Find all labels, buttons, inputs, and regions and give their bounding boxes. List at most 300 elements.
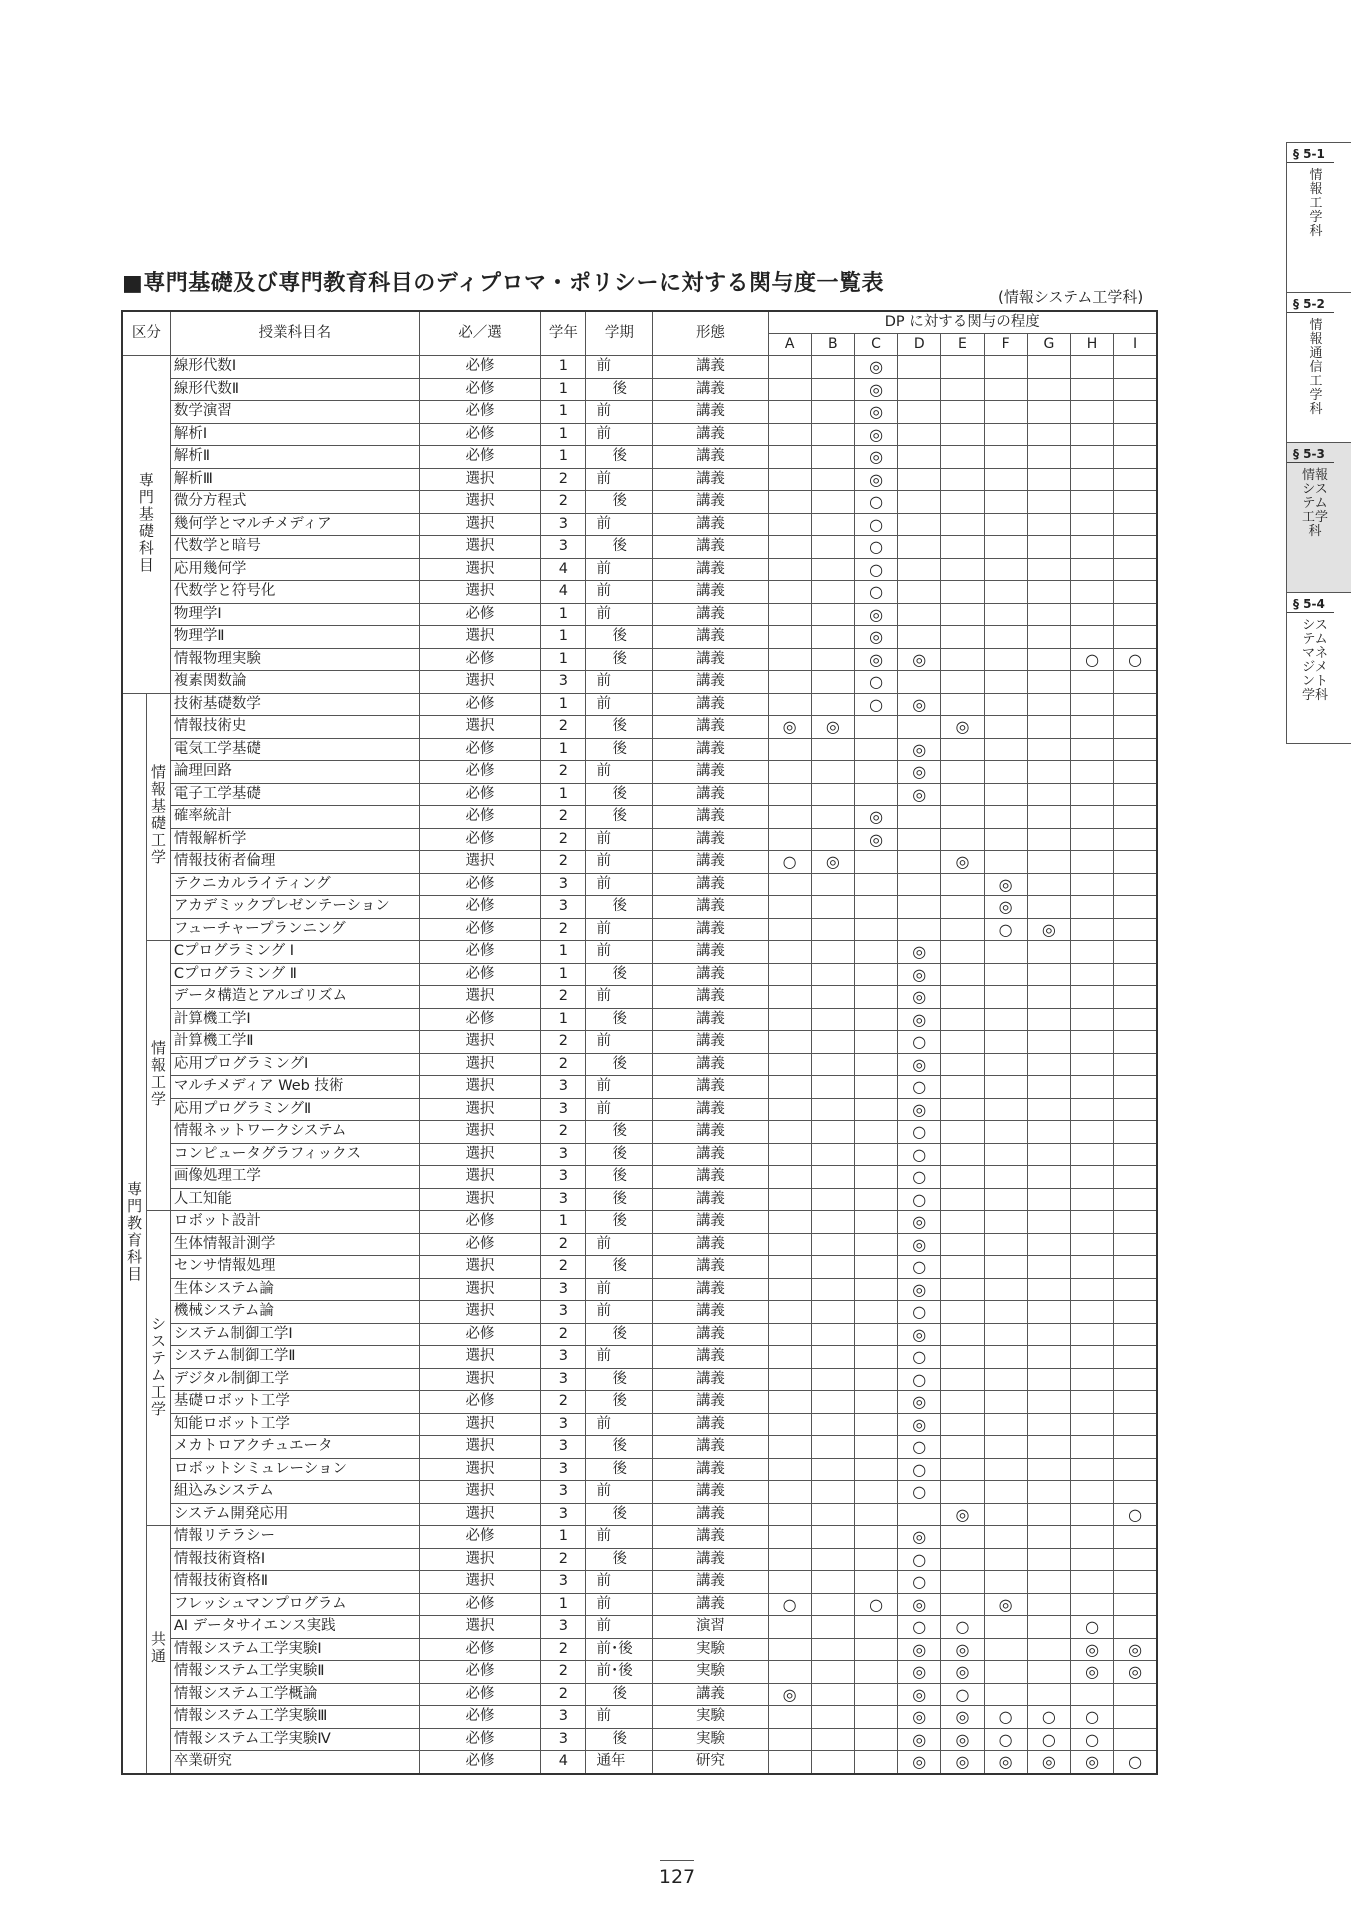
format: 講義 bbox=[653, 828, 768, 851]
dp-cell-d: ○ bbox=[898, 1076, 941, 1099]
dp-cell-i: ○ bbox=[1114, 648, 1157, 671]
dp-cell-a bbox=[768, 513, 811, 536]
dp-cell-f bbox=[984, 513, 1027, 536]
dp-cell-h: ◎ bbox=[1070, 1661, 1113, 1684]
dp-cell-i bbox=[1114, 1278, 1157, 1301]
dp-cell-d: ◎ bbox=[898, 963, 941, 986]
dp-cell-c: ◎ bbox=[854, 401, 897, 424]
subject-name: 計算機工学Ⅰ bbox=[170, 1008, 419, 1031]
dp-cell-g bbox=[1027, 1278, 1070, 1301]
dp-cell-d bbox=[898, 491, 941, 514]
dp-cell-i bbox=[1114, 1683, 1157, 1706]
required-type: 選択 bbox=[419, 1256, 540, 1279]
dp-cell-h bbox=[1070, 378, 1113, 401]
tab-section-5-3[interactable] bbox=[1286, 442, 1351, 594]
dp-cell-e bbox=[941, 1346, 984, 1369]
dp-cell-d: ◎ bbox=[898, 738, 941, 761]
dp-cell-c bbox=[854, 941, 897, 964]
subject-name: 組込みシステム bbox=[170, 1481, 419, 1504]
dp-cell-f bbox=[984, 468, 1027, 491]
dp-cell-e: ◎ bbox=[941, 716, 984, 739]
dp-cell-b bbox=[811, 648, 854, 671]
dp-cell-h bbox=[1070, 536, 1113, 559]
term: 前 bbox=[586, 1593, 653, 1616]
year: 2 bbox=[541, 491, 586, 514]
dp-cell-d bbox=[898, 806, 941, 829]
year: 3 bbox=[541, 513, 586, 536]
dp-cell-c bbox=[854, 783, 897, 806]
dp-cell-e bbox=[941, 1413, 984, 1436]
year: 2 bbox=[541, 986, 586, 1009]
term: 後 bbox=[586, 1188, 653, 1211]
year: 1 bbox=[541, 603, 586, 626]
required-type: 必修 bbox=[419, 873, 540, 896]
dp-cell-g bbox=[1027, 1526, 1070, 1549]
required-type: 選択 bbox=[419, 626, 540, 649]
dp-cell-b bbox=[811, 1436, 854, 1459]
subject-name: 線形代数Ⅰ bbox=[170, 356, 419, 379]
dp-cell-b bbox=[811, 513, 854, 536]
dp-cell-g bbox=[1027, 761, 1070, 784]
year: 2 bbox=[541, 1256, 586, 1279]
subject-name: テクニカルライティング bbox=[170, 873, 419, 896]
format: 講義 bbox=[653, 918, 768, 941]
tab-label: 情報工学科 bbox=[1309, 168, 1323, 239]
dp-cell-g bbox=[1027, 423, 1070, 446]
dp-cell-i bbox=[1114, 558, 1157, 581]
year: 1 bbox=[541, 446, 586, 469]
format: 講義 bbox=[653, 1143, 768, 1166]
tab-section-5-4[interactable] bbox=[1286, 592, 1351, 744]
format: 講義 bbox=[653, 1076, 768, 1099]
format: 講義 bbox=[653, 401, 768, 424]
year: 3 bbox=[541, 1166, 586, 1189]
dp-cell-e bbox=[941, 401, 984, 424]
dp-cell-f: ◎ bbox=[984, 1751, 1027, 1774]
format: 講義 bbox=[653, 1458, 768, 1481]
dp-cell-e bbox=[941, 581, 984, 604]
dp-cell-i: ◎ bbox=[1114, 1661, 1157, 1684]
dp-cell-h bbox=[1070, 1368, 1113, 1391]
subject-name: 生体システム論 bbox=[170, 1278, 419, 1301]
subject-name: 応用幾何学 bbox=[170, 558, 419, 581]
table-row bbox=[122, 1391, 1157, 1414]
dp-cell-b bbox=[811, 1751, 854, 1774]
dp-cell-h bbox=[1070, 356, 1113, 379]
dp-cell-f bbox=[984, 1368, 1027, 1391]
dp-cell-h: ○ bbox=[1070, 648, 1113, 671]
dp-cell-f bbox=[984, 1436, 1027, 1459]
subject-name: 確率統計 bbox=[170, 806, 419, 829]
dp-cell-e bbox=[941, 693, 984, 716]
dp-cell-h: ○ bbox=[1070, 1728, 1113, 1751]
dp-cell-b bbox=[811, 378, 854, 401]
subject-name: 卒業研究 bbox=[170, 1751, 419, 1774]
dp-cell-h bbox=[1070, 491, 1113, 514]
term: 前 bbox=[586, 918, 653, 941]
format: 講義 bbox=[653, 536, 768, 559]
format: 講義 bbox=[653, 603, 768, 626]
subject-name: 情報システム工学実験Ⅳ bbox=[170, 1728, 419, 1751]
year: 2 bbox=[541, 1053, 586, 1076]
dp-cell-a bbox=[768, 581, 811, 604]
required-type: 必修 bbox=[419, 1008, 540, 1031]
dp-cell-c bbox=[854, 1503, 897, 1526]
dp-cell-c bbox=[854, 1751, 897, 1774]
year: 1 bbox=[541, 626, 586, 649]
required-type: 必修 bbox=[419, 761, 540, 784]
subgroup-label-text: 共通 bbox=[151, 1629, 167, 1665]
dp-cell-h bbox=[1070, 1323, 1113, 1346]
dp-cell-h: ○ bbox=[1070, 1616, 1113, 1639]
dp-cell-f bbox=[984, 851, 1027, 874]
dp-cell-b bbox=[811, 446, 854, 469]
dp-cell-h bbox=[1070, 693, 1113, 716]
term: 後 bbox=[586, 1053, 653, 1076]
dp-cell-f bbox=[984, 693, 1027, 716]
dp-cell-h bbox=[1070, 1301, 1113, 1324]
tab-section-5-1[interactable] bbox=[1286, 142, 1351, 294]
term: 前 bbox=[586, 873, 653, 896]
dp-cell-e bbox=[941, 603, 984, 626]
dp-cell-f bbox=[984, 401, 1027, 424]
term: 後 bbox=[586, 626, 653, 649]
table-row bbox=[122, 1706, 1157, 1729]
dp-cell-h bbox=[1070, 581, 1113, 604]
dp-cell-b bbox=[811, 918, 854, 941]
dp-cell-c bbox=[854, 1458, 897, 1481]
tab-section-5-2[interactable] bbox=[1286, 292, 1351, 444]
dp-cell-f bbox=[984, 536, 1027, 559]
subject-name: フューチャープランニング bbox=[170, 918, 419, 941]
dp-cell-d: ◎ bbox=[898, 693, 941, 716]
format: 講義 bbox=[653, 783, 768, 806]
dp-cell-d: ○ bbox=[898, 1368, 941, 1391]
dp-cell-h bbox=[1070, 1436, 1113, 1459]
dp-cell-e: ◎ bbox=[941, 1661, 984, 1684]
dp-cell-g bbox=[1027, 626, 1070, 649]
term: 前 bbox=[586, 1346, 653, 1369]
dp-cell-b bbox=[811, 356, 854, 379]
subject-name: 線形代数Ⅱ bbox=[170, 378, 419, 401]
dp-cell-c bbox=[854, 1256, 897, 1279]
year: 3 bbox=[541, 1706, 586, 1729]
dp-cell-f bbox=[984, 1548, 1027, 1571]
year: 3 bbox=[541, 896, 586, 919]
term: 後 bbox=[586, 1436, 653, 1459]
table-row bbox=[122, 851, 1157, 874]
dp-cell-i bbox=[1114, 918, 1157, 941]
year: 3 bbox=[541, 1503, 586, 1526]
dp-cell-a bbox=[768, 1031, 811, 1054]
dp-cell-i bbox=[1114, 1413, 1157, 1436]
dp-cell-b bbox=[811, 1683, 854, 1706]
dp-cell-i bbox=[1114, 896, 1157, 919]
term: 前 bbox=[586, 1301, 653, 1324]
year: 3 bbox=[541, 1368, 586, 1391]
dp-cell-d: ◎ bbox=[898, 783, 941, 806]
subject-name: 代数学と暗号 bbox=[170, 536, 419, 559]
table-row bbox=[122, 558, 1157, 581]
dp-cell-h bbox=[1070, 896, 1113, 919]
dp-cell-a bbox=[768, 1751, 811, 1774]
dp-cell-g bbox=[1027, 1053, 1070, 1076]
dp-cell-b bbox=[811, 738, 854, 761]
dp-cell-g bbox=[1027, 873, 1070, 896]
year: 4 bbox=[541, 581, 586, 604]
table-row bbox=[122, 761, 1157, 784]
dp-cell-e: ◎ bbox=[941, 1728, 984, 1751]
dp-cell-d: ○ bbox=[898, 1481, 941, 1504]
dp-cell-h bbox=[1070, 1571, 1113, 1594]
dp-cell-b bbox=[811, 896, 854, 919]
table-row bbox=[122, 986, 1157, 1009]
table-row bbox=[122, 1503, 1157, 1526]
dp-cell-g bbox=[1027, 1368, 1070, 1391]
dp-cell-i bbox=[1114, 1728, 1157, 1751]
dp-cell-c bbox=[854, 1571, 897, 1594]
term: 前 bbox=[586, 513, 653, 536]
subject-name: 画像処理工学 bbox=[170, 1166, 419, 1189]
dp-cell-c bbox=[854, 1121, 897, 1144]
dp-cell-e bbox=[941, 761, 984, 784]
dp-cell-d bbox=[898, 828, 941, 851]
dp-cell-e bbox=[941, 986, 984, 1009]
term: 前･後 bbox=[586, 1661, 653, 1684]
dp-cell-e bbox=[941, 873, 984, 896]
dp-cell-f bbox=[984, 356, 1027, 379]
required-type: 選択 bbox=[419, 1436, 540, 1459]
required-type: 必修 bbox=[419, 1706, 540, 1729]
dp-cell-d bbox=[898, 873, 941, 896]
dp-cell-a bbox=[768, 491, 811, 514]
dp-cell-e bbox=[941, 1301, 984, 1324]
table-row bbox=[122, 1413, 1157, 1436]
dp-cell-e bbox=[941, 783, 984, 806]
dp-cell-e bbox=[941, 1593, 984, 1616]
subject-name: 情報システム工学実験Ⅲ bbox=[170, 1706, 419, 1729]
dp-cell-e: ◎ bbox=[941, 1638, 984, 1661]
dp-cell-g bbox=[1027, 783, 1070, 806]
dp-cell-b bbox=[811, 761, 854, 784]
required-type: 必修 bbox=[419, 1323, 540, 1346]
dp-cell-c: ◎ bbox=[854, 468, 897, 491]
dp-cell-g: ○ bbox=[1027, 1728, 1070, 1751]
dp-cell-d: ○ bbox=[898, 1166, 941, 1189]
department-label: (情報システム工学科) bbox=[998, 288, 1144, 306]
dp-cell-d bbox=[898, 603, 941, 626]
dp-cell-a bbox=[768, 1616, 811, 1639]
format: 講義 bbox=[653, 1053, 768, 1076]
year: 3 bbox=[541, 1278, 586, 1301]
dp-cell-d bbox=[898, 356, 941, 379]
dp-cell-g bbox=[1027, 941, 1070, 964]
dp-cell-i bbox=[1114, 536, 1157, 559]
required-type: 選択 bbox=[419, 716, 540, 739]
subgroup-label bbox=[147, 1211, 171, 1526]
page-title: ■専門基礎及び専門教育科目のディプロマ・ポリシーに対する関与度一覧表 bbox=[122, 271, 885, 296]
required-type: 必修 bbox=[419, 1391, 540, 1414]
term: 前 bbox=[586, 671, 653, 694]
required-type: 選択 bbox=[419, 1301, 540, 1324]
dp-cell-c bbox=[854, 1188, 897, 1211]
dp-cell-d: ◎ bbox=[898, 1706, 941, 1729]
format: 講義 bbox=[653, 1571, 768, 1594]
dp-cell-a bbox=[768, 468, 811, 491]
dp-cell-f bbox=[984, 1256, 1027, 1279]
dp-cell-b bbox=[811, 963, 854, 986]
dp-cell-i bbox=[1114, 671, 1157, 694]
dp-cell-e bbox=[941, 378, 984, 401]
dp-cell-g bbox=[1027, 1233, 1070, 1256]
table-row bbox=[122, 828, 1157, 851]
dp-cell-d: ○ bbox=[898, 1301, 941, 1324]
dp-cell-c bbox=[854, 1323, 897, 1346]
dp-cell-c: ○ bbox=[854, 536, 897, 559]
dp-cell-g bbox=[1027, 491, 1070, 514]
dp-cell-e bbox=[941, 536, 984, 559]
dp-cell-f bbox=[984, 1346, 1027, 1369]
required-type: 必修 bbox=[419, 806, 540, 829]
dp-cell-g bbox=[1027, 738, 1070, 761]
format: 講義 bbox=[653, 873, 768, 896]
format: 講義 bbox=[653, 941, 768, 964]
dp-cell-d: ○ bbox=[898, 1188, 941, 1211]
dp-cell-a bbox=[768, 1571, 811, 1594]
dp-cell-b bbox=[811, 873, 854, 896]
year: 1 bbox=[541, 693, 586, 716]
dp-cell-h bbox=[1070, 1256, 1113, 1279]
dp-cell-f bbox=[984, 1503, 1027, 1526]
dp-cell-e bbox=[941, 1458, 984, 1481]
dp-cell-g bbox=[1027, 716, 1070, 739]
table-row bbox=[122, 1683, 1157, 1706]
subject-name: 技術基礎数学 bbox=[170, 693, 419, 716]
dp-cell-i bbox=[1114, 603, 1157, 626]
dp-cell-f bbox=[984, 1031, 1027, 1054]
dp-cell-f bbox=[984, 738, 1027, 761]
dp-cell-e bbox=[941, 356, 984, 379]
dp-cell-f bbox=[984, 1098, 1027, 1121]
dp-cell-f bbox=[984, 1143, 1027, 1166]
tab-number: § 5-2 bbox=[1287, 293, 1334, 313]
year: 3 bbox=[541, 1301, 586, 1324]
dp-cell-b bbox=[811, 828, 854, 851]
dp-cell-b bbox=[811, 1481, 854, 1504]
term: 後 bbox=[586, 1211, 653, 1234]
dp-cell-g bbox=[1027, 1436, 1070, 1459]
dp-cell-a bbox=[768, 1548, 811, 1571]
format: 講義 bbox=[653, 1368, 768, 1391]
tab-label: 情報通信工学科 bbox=[1309, 318, 1323, 417]
dp-cell-e bbox=[941, 1256, 984, 1279]
term: 後 bbox=[586, 1458, 653, 1481]
table-row bbox=[122, 491, 1157, 514]
table-row bbox=[122, 671, 1157, 694]
dp-cell-g bbox=[1027, 828, 1070, 851]
dp-cell-a bbox=[768, 1346, 811, 1369]
subject-name: 人工知能 bbox=[170, 1188, 419, 1211]
dp-cell-c bbox=[854, 1143, 897, 1166]
dp-cell-f: ○ bbox=[984, 918, 1027, 941]
table-row bbox=[122, 626, 1157, 649]
year: 1 bbox=[541, 401, 586, 424]
dp-cell-h bbox=[1070, 1458, 1113, 1481]
dp-cell-g bbox=[1027, 1571, 1070, 1594]
dp-cell-f: ○ bbox=[984, 1706, 1027, 1729]
dp-cell-b bbox=[811, 1368, 854, 1391]
dp-cell-h bbox=[1070, 468, 1113, 491]
subgroup-label-text: システム工学 bbox=[151, 1314, 167, 1418]
dp-cell-f bbox=[984, 671, 1027, 694]
subject-name: マルチメディア Web 技術 bbox=[170, 1076, 419, 1099]
year: 1 bbox=[541, 963, 586, 986]
subject-name: 情報リテラシー bbox=[170, 1526, 419, 1549]
dp-cell-h bbox=[1070, 626, 1113, 649]
dp-cell-e bbox=[941, 941, 984, 964]
dp-cell-h bbox=[1070, 761, 1113, 784]
format: 講義 bbox=[653, 1503, 768, 1526]
table-row bbox=[122, 1053, 1157, 1076]
dp-cell-e: ○ bbox=[941, 1683, 984, 1706]
format: 講義 bbox=[653, 581, 768, 604]
year: 3 bbox=[541, 1188, 586, 1211]
dp-cell-d: ○ bbox=[898, 1548, 941, 1571]
dp-cell-h bbox=[1070, 918, 1113, 941]
dp-cell-g bbox=[1027, 963, 1070, 986]
dp-cell-i bbox=[1114, 1301, 1157, 1324]
dp-cell-i bbox=[1114, 401, 1157, 424]
table-row bbox=[122, 1571, 1157, 1594]
dp-cell-f bbox=[984, 446, 1027, 469]
dp-cell-f bbox=[984, 963, 1027, 986]
format: 講義 bbox=[653, 513, 768, 536]
dp-cell-h bbox=[1070, 1166, 1113, 1189]
required-type: 選択 bbox=[419, 1481, 540, 1504]
header-dp: DP に対する関与の程度 bbox=[768, 311, 1157, 334]
subject-name: 情報技術史 bbox=[170, 716, 419, 739]
dp-cell-a bbox=[768, 1413, 811, 1436]
header-format: 形態 bbox=[653, 311, 768, 356]
format: 講義 bbox=[653, 963, 768, 986]
dp-cell-a bbox=[768, 558, 811, 581]
year: 1 bbox=[541, 1211, 586, 1234]
table-row bbox=[122, 1616, 1157, 1639]
term: 後 bbox=[586, 783, 653, 806]
dp-cell-a bbox=[768, 1256, 811, 1279]
dp-cell-b bbox=[811, 1661, 854, 1684]
dp-cell-g: ○ bbox=[1027, 1706, 1070, 1729]
term: 前 bbox=[586, 468, 653, 491]
year: 4 bbox=[541, 1751, 586, 1774]
year: 1 bbox=[541, 1008, 586, 1031]
dp-cell-g: ◎ bbox=[1027, 918, 1070, 941]
dp-cell-g bbox=[1027, 1593, 1070, 1616]
dp-cell-e bbox=[941, 918, 984, 941]
dp-cell-a bbox=[768, 1526, 811, 1549]
term: 前 bbox=[586, 558, 653, 581]
group-label-text: 専門教育科目 bbox=[127, 1179, 143, 1283]
header-year: 学年 bbox=[541, 311, 586, 356]
dp-cell-a bbox=[768, 986, 811, 1009]
dp-cell-e bbox=[941, 1211, 984, 1234]
dp-cell-d: ◎ bbox=[898, 1661, 941, 1684]
table-row bbox=[122, 603, 1157, 626]
subject-name: デジタル制御工学 bbox=[170, 1368, 419, 1391]
dp-cell-g bbox=[1027, 1143, 1070, 1166]
subject-name: 幾何学とマルチメディア bbox=[170, 513, 419, 536]
header-subject: 授業科目名 bbox=[170, 311, 419, 356]
